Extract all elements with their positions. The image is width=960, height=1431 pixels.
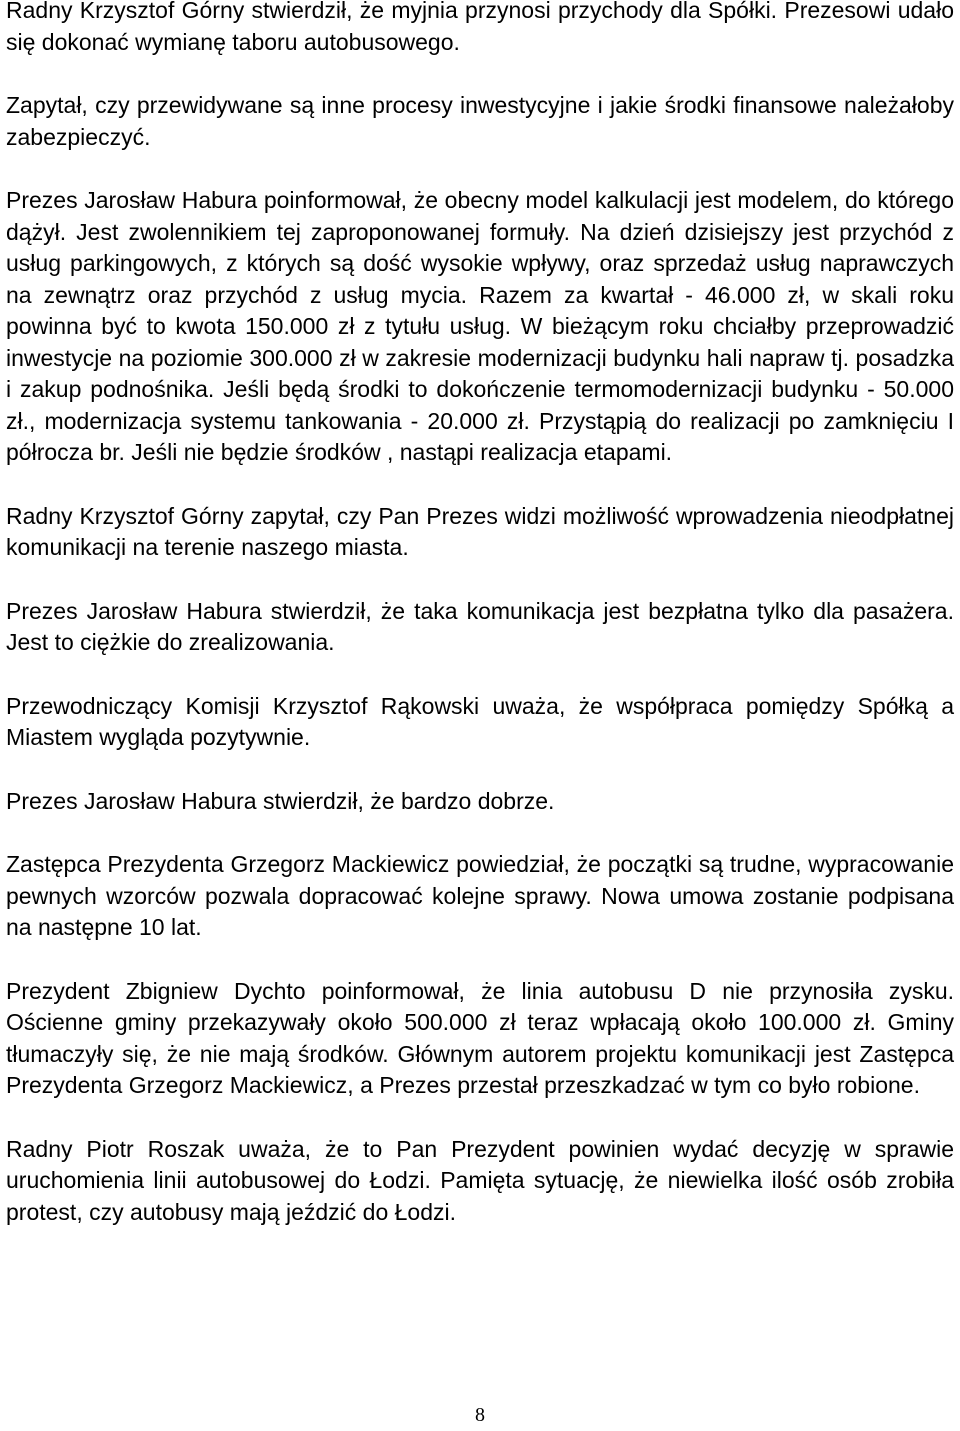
paragraph-roszak: Radny Piotr Roszak uważa, że to Pan Prezydent powinien wydać decyzję w sprawie uruchomienia linii autobusowej do Łodzi. Pamięta sytuację, że niewielka ilość osób zrobiła protest, czy autobusy mają jeździć do Łodzi. (6, 1135, 954, 1225)
paragraph-mackiewicz: Zastępca Prezydenta Grzegorz Mackiewicz powiedział, że początki są trudne, wypracowanie pewnych wzorców pozwala dopracować kolejne sprawy. Nowa umowa zostanie podpisana na następne 10 lat. (6, 851, 954, 940)
paragraph-prezes-dobrze: Prezes Jarosław Habura stwierdził, że bardzo dobrze. (6, 787, 555, 814)
document-body (6, 0, 954, 1228)
paragraph-prezes-model: Prezes Jarosław Habura poinformował, że obecny model kalkulacji jest modelem, do którego dążył. Jest zwolennikiem tej zaproponowanej formuły. Na dzień dzisiejszy jest przychód z usług parkingowych, z których są dość wysokie wpływy, oraz sprzedaż usług naprawczych na zewnątrz oraz przychód z usług mycia. Razem za kwartał - 46.000 zł, w skali roku powinna być to kwota 150.000 zł z tytułu usług. W bieżącym roku chciałby przeprowadzić inwestycje na poziomie 300.000 zł w zakresie modernizacji budynku hali napraw tj. posadzka i zakup podnośnika. Jeśli będą środki to dokończenie termomodernizacji budynku - 50.000 zł., modernizacja systemu tankowania - 20.000 zł. Przystąpią do realizacji po zamknięciu I półrocza br. Jeśli nie będzie środków , nastąpi realizacja etapami. (6, 187, 954, 465)
paragraph-gorny-komunikacja: Radny Krzysztof Górny zapytał, czy Pan Prezes widzi możliwość wprowadzenia nieodpłatnej komunikacji na terenie naszego miasta. (6, 502, 954, 560)
paragraph-myjnia: Radny Krzysztof Górny stwierdził, że myjnia przynosi przychody dla Spółki. Prezesowi udało się dokonać wymianę taboru autobusowego. (6, 0, 954, 55)
page-number: 8 (475, 1404, 485, 1426)
paragraph-zapytal: Zapytał, czy przewidywane są inne procesy inwestycyjne i jakie środki finansowe należałoby zabezpieczyć. (6, 92, 954, 150)
paragraph-prezes-bezplatna: Prezes Jarosław Habura stwierdził, że taka komunikacja jest bezpłatna tylko dla pasażera. Jest to ciężkie do zrealizowania. (6, 597, 954, 655)
paragraph-rakowski: Przewodniczący Komisji Krzysztof Rąkowski uważa, że współpraca pomiędzy Spółką a Miastem wygląda pozytywnie. (6, 692, 954, 750)
paragraph-dychto: Prezydent Zbigniew Dychto poinformował, że linia autobusu D nie przynosiła zysku. Ościenne gminy przekazywały około 500.000 zł teraz wpłacają około 100.000 zł. Gminy tłumaczyły się, że nie mają środków. Głównym autorem projektu komunikacji jest Zastępca Prezydenta Grzegorz Mackiewicz, a Prezes przestał przeszkadzać w tym co było robione. (6, 977, 954, 1098)
